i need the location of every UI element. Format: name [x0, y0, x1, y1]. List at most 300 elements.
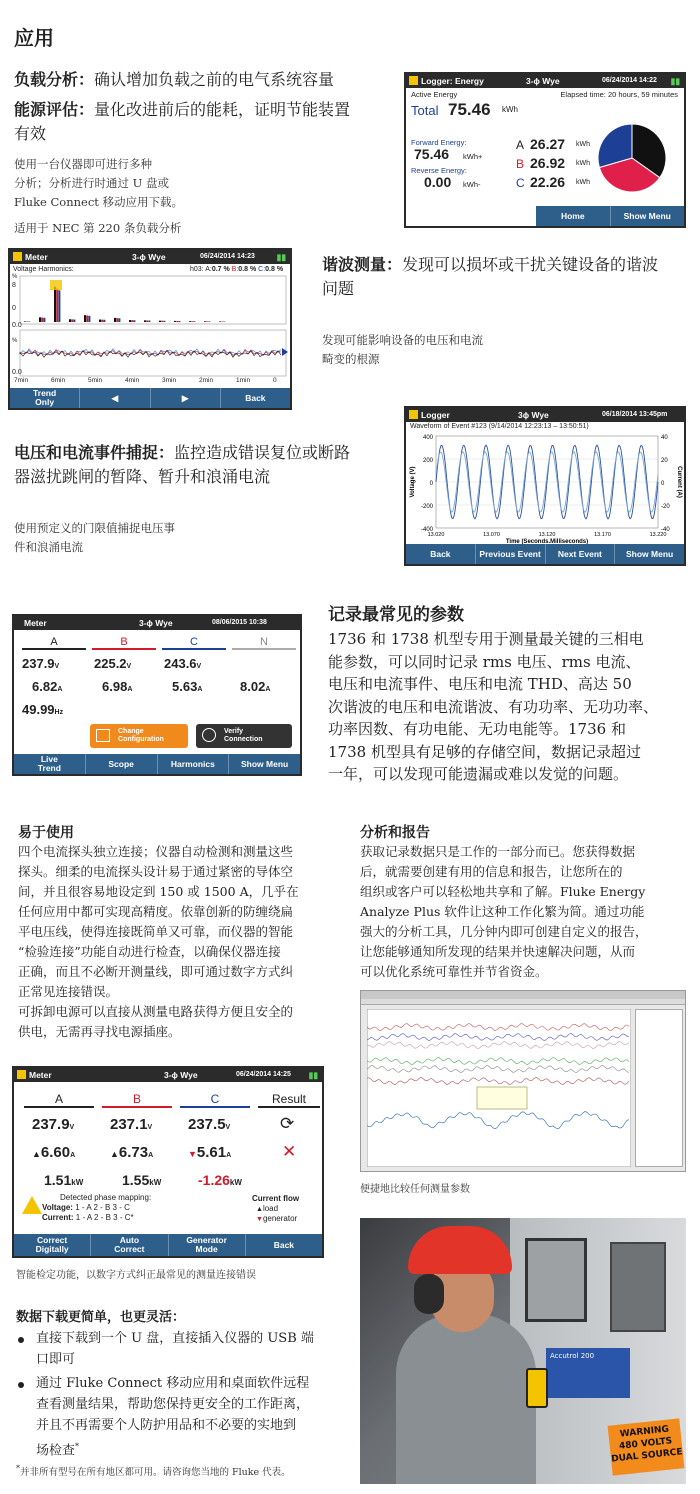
ease-of-use-heading: 易于使用 [18, 825, 74, 841]
nec-note: 适用于 NEC 第 220 条负载分析 [14, 221, 182, 235]
harmonic-bar [101, 320, 103, 322]
harmonic-bar [133, 320, 135, 322]
energy-assessment-text-2: 有效 [14, 124, 47, 143]
current-map-value: 1 - A 2 - B 3 - C* [75, 1213, 134, 1222]
current-flow-label: Current flow [252, 1194, 300, 1203]
event-capture-text-1: 监控造成错误复位或断路 [174, 443, 351, 462]
text-line: 直接下载到一个 U 盘，直接插入仪器的 USB 端 [36, 1331, 314, 1346]
harmonic-bar [129, 320, 131, 322]
function-bar [14, 754, 300, 774]
unit: V [225, 1124, 231, 1131]
function-bar [536, 206, 684, 226]
text-line: “检验连接”功能自动进行检查，以确保仪器连接 [18, 944, 281, 959]
reverse-energy-label: Reverse Energy: [411, 166, 467, 175]
unit: A [226, 1152, 232, 1159]
value: 6.73 [118, 1144, 149, 1161]
auto-correct-button[interactable] [90, 1234, 167, 1256]
current-c [172, 679, 202, 694]
load-analysis-label: 负载分析： [14, 70, 95, 89]
time-tick-label: 7min [14, 377, 29, 384]
harmonic-bar [41, 318, 43, 322]
record-params-heading: 记录最常见的参数 [328, 605, 464, 625]
unit: kWh [576, 141, 590, 148]
harmonic-bar [54, 287, 56, 322]
col-result-header: Result [258, 1092, 320, 1108]
text-line: 一年，可以发现可能遗漏或难以发觉的问题。 [328, 765, 629, 783]
harmonic-bar [159, 321, 161, 322]
harmonic-bar [118, 318, 120, 322]
text-line: 组织或客户可以轻松地共享和了解。Fluke Energy [360, 884, 646, 899]
energy-assessment-label: 能源评估： [14, 100, 95, 119]
list-icon [96, 729, 110, 742]
text-line: 任何应用中都可实现高精度。依靠创新的防缠绕扁 [18, 904, 294, 919]
harmonic-bar [73, 320, 75, 322]
unit: kW [229, 1178, 242, 1187]
wiring-mode: 3-ϕ Wye [139, 618, 173, 628]
reverse-energy-unit: kWh- [463, 180, 481, 189]
text-line: 场检查* [36, 1442, 80, 1459]
phase-b-label: B [516, 157, 525, 171]
wiring-mode: 3-ϕ Wye [164, 1070, 198, 1080]
battery-icon: ▮▮ [276, 252, 286, 262]
forward-energy-unit: kWh+ [463, 152, 483, 161]
function-bar [10, 388, 290, 408]
harmonic-bar [193, 321, 195, 322]
harmonic-bar [208, 321, 210, 322]
energy-pie-chart [596, 122, 668, 194]
col-c-header: C [180, 1092, 250, 1108]
unit: kWh [576, 160, 590, 167]
panel-label: Accutrol 200 [546, 1348, 630, 1398]
download-heading: 数据下载更简单，也更灵活： [16, 1310, 186, 1325]
value: 49.99 [22, 702, 55, 717]
magnifier-icon [202, 728, 216, 742]
date-time: 06/24/2014 14:25 [236, 1071, 291, 1078]
show-menu-button[interactable]: Show Menu [614, 544, 684, 564]
warning-line: DUAL SOURCE [610, 1447, 684, 1465]
home-button[interactable]: Home [560, 210, 585, 221]
phase-b-label: B: [231, 266, 239, 273]
date-time: 06/24/2014 14:22 [602, 77, 657, 84]
harmonic-bar [56, 289, 58, 322]
forward-energy-label: Forward Energy: [411, 138, 467, 147]
harmonic-bar [28, 322, 30, 323]
wiring-mode: 3ϕ Wye [518, 410, 549, 420]
time-tick-label: 1min [236, 377, 251, 384]
screen-title: Logger: Energy [421, 76, 484, 86]
text-line: 让您能够通知所发现的结果并快速解决问题，从而 [360, 944, 636, 959]
harmonic-bar [161, 321, 163, 322]
verify-connection-button[interactable] [196, 724, 292, 748]
total-unit: kWh [502, 105, 518, 114]
total-value: 75.46 [448, 100, 491, 119]
current-mapping [42, 1213, 134, 1222]
value: 225.2 [94, 656, 127, 671]
time-tick-label: 6min [51, 377, 66, 384]
unit: V [126, 663, 132, 670]
energy-assessment-text-1: 量化改进前后的能耗，证明节能装置 [94, 100, 351, 119]
harmonics-label: 谐波测量： [322, 255, 403, 274]
screen-title: Meter [24, 618, 47, 628]
harmonic-bar [146, 320, 148, 322]
unit: A [127, 686, 133, 693]
next-arrow-button[interactable]: ▶ [150, 388, 220, 408]
button-label: Verify Connection [224, 728, 263, 743]
x-axis-title: Time (Seconds.Milliseconds) [505, 539, 589, 544]
previous-event-button[interactable]: Previous Event [475, 544, 545, 564]
footnote-text: 并非所有型号在所有地区都可用。请咨询您当地的 Fluke 代表。 [19, 1467, 291, 1479]
detected-mapping-label: Detected phase mapping: [60, 1193, 152, 1202]
harmonics-text-1: 发现可以损坏或干扰关键设备的谐波 [402, 255, 659, 274]
text-line: 获取记录数据只是工作的一部分而已。您获得数据 [360, 844, 636, 859]
text-line: 使用一台仪器即可进行多种 [14, 157, 152, 171]
warning-line: WARNING [619, 1424, 670, 1440]
load-legend [256, 1204, 278, 1213]
fluke-logo-icon [409, 410, 418, 419]
text-line: 强大的分析工具，几分钟内即可创建自定义的报告， [360, 924, 648, 939]
harmonics-label: Voltage Harmonics: [13, 266, 74, 273]
unit: kW [149, 1178, 162, 1187]
harmonic-bar [114, 318, 116, 322]
up-arrow-icon: ▲ [256, 1206, 263, 1213]
title-bar [10, 250, 290, 264]
energy-logger-screen [404, 72, 686, 228]
mobile-phone [526, 1368, 548, 1408]
x-tick-label: 13.170 [594, 532, 611, 538]
y2-tick-label: 0 [661, 481, 665, 487]
text-line: 电压和电流事件、电压和电流 THD、高达 50 [328, 675, 632, 693]
text-line: 并且不再需要个人防护用品和不必要的实地到 [36, 1418, 297, 1433]
download-bullet-1 [36, 1328, 314, 1370]
phase-c-value: 0.8 % [265, 266, 284, 273]
current-n [240, 679, 270, 694]
harmonic-bar [204, 321, 206, 322]
load-analysis-heading [14, 68, 394, 92]
refresh-icon: ⟳ [280, 1114, 295, 1133]
harmonic-bar [116, 318, 118, 322]
text-line: 间，并且很容易地设定到 150 或 1500 A，几乎在 [18, 884, 299, 899]
next-event-button[interactable]: Next Event [545, 544, 615, 564]
function-bar [14, 1234, 322, 1256]
x-tick-label: 13.120 [538, 532, 556, 538]
harmonic-bar [219, 321, 221, 322]
power-b [122, 1172, 161, 1188]
text-line: 畸变的根源 [322, 352, 380, 366]
download-bullet-2 [36, 1373, 309, 1461]
frequency [22, 702, 63, 717]
load-analysis-text: 确认增加负载之前的电气系统容量 [94, 70, 335, 89]
harmonic-bar [163, 321, 165, 322]
trend-only-button[interactable] [10, 388, 79, 408]
error-x-icon: ✕ [282, 1142, 297, 1161]
col-n-header: N [232, 636, 296, 650]
text-line: 可以优化系统可靠性并节省资金。 [360, 964, 548, 979]
tooltip-box [477, 1087, 527, 1109]
unit: A [70, 1152, 76, 1159]
harmonic-bar [43, 318, 45, 322]
harmonic-bar [176, 321, 178, 322]
load-label: load [262, 1204, 279, 1213]
y2-axis-title: Current (A) [676, 466, 682, 498]
text-line: 次谐波的电压和电流谐波、有功功率、无功功率、 [328, 697, 659, 716]
back-button[interactable]: Back [430, 548, 451, 559]
percent-unit: % [12, 338, 18, 344]
harmonics-heading [322, 253, 692, 301]
reverse-energy-value: 0.00 [424, 174, 452, 190]
ease-of-use-paragraph [18, 842, 348, 1002]
y2-tick-label: 20 [661, 458, 668, 464]
harmonic-bar [206, 321, 208, 322]
col-a-header: A [22, 636, 86, 650]
unit: A [57, 686, 63, 693]
down-arrow-icon: ▼ [256, 1216, 263, 1223]
event-capture-label: 电压和电流事件捕捉： [14, 443, 175, 462]
col-a-header: A [24, 1092, 94, 1108]
generator-label: generator [262, 1214, 298, 1223]
value: 243.6 [164, 656, 197, 671]
value: 6.82 [32, 679, 58, 694]
footnote [16, 1464, 291, 1478]
phase-a-label: A: [205, 266, 212, 273]
technician-photo [360, 1218, 686, 1484]
phase-c-value: 22.26 [530, 174, 566, 190]
y-tick-label: 400 [422, 435, 433, 441]
text-line: 使用预定义的门限值捕捉电压事 [14, 521, 175, 535]
power-c [198, 1172, 242, 1188]
elapsed-time: Elapsed time: 20 hours, 59 minutes [560, 90, 678, 99]
value: 5.63 [172, 679, 198, 694]
voltage-mapping [42, 1203, 130, 1212]
time-axis-labels [10, 377, 290, 387]
voltage-a [32, 1116, 74, 1133]
text-line: 功率因数、有功电能、无功电能等。1736 和 [328, 720, 626, 738]
unit: A [197, 686, 203, 693]
y-tick-label: -400 [420, 527, 433, 533]
text-line: Fluke Connect 移动应用下载。 [14, 195, 184, 209]
title-bar [14, 1068, 322, 1082]
h03-label: h03: [190, 266, 204, 273]
col-c-header: C [162, 636, 226, 650]
event-capture-heading [14, 441, 399, 489]
analysis-report-heading: 分析和报告 [360, 825, 430, 841]
y2-tick-label: 40 [661, 435, 668, 441]
end-marker-icon [282, 348, 288, 356]
hard-hat [408, 1226, 512, 1274]
text-line: 通过 Fluke Connect 移动应用和桌面软件远程 [36, 1376, 310, 1391]
harmonic-bar [88, 316, 90, 322]
current-c [188, 1144, 231, 1161]
current-a [32, 1144, 75, 1161]
text-line: 供电，无需再寻找电源插座。 [18, 1024, 181, 1039]
text-line: 后，就需要创建有用的信息和报告，让您所在的 [360, 864, 623, 879]
y-axis-title: Voltage (V) [410, 466, 416, 498]
back-button[interactable]: Back [220, 388, 290, 408]
current-b [110, 1144, 153, 1161]
current-a [32, 679, 62, 694]
y-tick-label: 0 [429, 481, 433, 487]
y-max-label: 8 [12, 282, 16, 289]
screen-title: Meter [29, 1070, 52, 1080]
harmonics-chart [10, 274, 290, 384]
section3-paragraph [14, 519, 175, 557]
value: 237.5 [188, 1116, 226, 1133]
y2-tick-label: -40 [661, 527, 670, 533]
cursor-marker [50, 280, 62, 290]
harmonic-bar [191, 321, 193, 322]
voltage-c [164, 656, 201, 671]
harmonic-bar [174, 321, 176, 322]
date-time: 06/18/2014 13:45pm [602, 411, 668, 418]
record-params-paragraph [328, 628, 696, 786]
y-tick-label: 200 [422, 458, 433, 464]
harmonic-bar [26, 321, 28, 322]
fluke-logo-icon [409, 76, 418, 85]
screen-title: Meter [25, 252, 48, 262]
text-line: 正常见连接错误。 [18, 984, 119, 999]
live-trend-button[interactable] [14, 754, 85, 774]
y-tick-label: -200 [420, 504, 433, 510]
bullet-icon [18, 1382, 24, 1388]
button-label: Correct Digitally [35, 1235, 69, 1254]
time-tick-label: 5min [88, 377, 103, 384]
up-arrow-icon: ▲ [32, 1149, 41, 1159]
event-capture-text-2: 器滋扰跳闸的暂降、暂升和浪涌电流 [14, 467, 271, 486]
harmonic-bar [131, 320, 133, 322]
phase-c-label: C [516, 176, 525, 190]
phase-a-value: 26.27 [530, 136, 566, 152]
time-tick-label: 2min [199, 377, 214, 384]
active-energy-label: Active Energy [411, 90, 458, 99]
harmonic-bar [69, 319, 71, 322]
voltage-label: Voltage: [42, 1203, 73, 1212]
voltage-b [110, 1116, 152, 1133]
unit: V [69, 1124, 75, 1131]
text-line: 口即可 [36, 1352, 76, 1367]
button-label: Auto Correct [114, 1235, 145, 1254]
forward-energy-value: 75.46 [414, 146, 450, 162]
change-configuration-button[interactable] [90, 724, 188, 748]
harmonic-bar [58, 290, 60, 322]
text-line: 正确，而且不必断开测量线，即可通过数字方式纠 [18, 964, 294, 979]
col-b-header: B [102, 1092, 172, 1108]
harmonic-bar [221, 321, 223, 322]
phase-b-value: 26.92 [530, 155, 566, 171]
unit: A [148, 1152, 154, 1159]
text-line: 件和浪涌电流 [14, 540, 83, 554]
battery-icon: ▮▮ [670, 76, 680, 86]
fluke-logo-icon [13, 252, 22, 261]
y-zero-label: 0.0 [12, 322, 22, 329]
value: 237.9 [32, 1116, 70, 1133]
prev-arrow-button[interactable]: ◀ [79, 388, 149, 408]
value: 1.55 [122, 1172, 150, 1188]
waveform-label: Waveform of Event #123 (9/14/2014 12:23:13 – 13:50:51) [410, 423, 589, 430]
h03-readout [190, 266, 283, 273]
battery-icon: ▮▮ [308, 1070, 318, 1080]
text-line: 1736 和 1738 机型专用于测量最关键的三相电 [328, 630, 644, 648]
harmonic-bar [148, 321, 150, 322]
back-button[interactable]: Back [245, 1234, 322, 1256]
value: 1.51 [44, 1172, 72, 1188]
software-trend-chart [367, 1009, 631, 1167]
section2-paragraph [322, 331, 483, 369]
text-line: Analyze Plus 软件让这种工作化繁为简。通过功能 [360, 904, 645, 919]
col-b-header: B [92, 636, 156, 650]
warning-sign [608, 1418, 685, 1475]
text-line: 查看测量结果，帮助您保持更安全的工作距离， [36, 1397, 310, 1412]
unit: Hz [54, 709, 64, 716]
phase-b-value: 0.8 % [238, 266, 257, 273]
wiring-mode: 3-ϕ Wye [526, 76, 560, 86]
harmonics-text-2: 问题 [322, 279, 355, 298]
generator-legend [256, 1214, 297, 1223]
phase-c-label: C: [258, 266, 266, 273]
power-a [44, 1172, 83, 1188]
value: 6.60 [40, 1144, 71, 1161]
y-zero-label: 0.0 [12, 369, 22, 376]
time-tick-label: 4min [125, 377, 140, 384]
meter-screen [12, 614, 302, 776]
value: 5.61 [196, 1144, 227, 1161]
text-line: 探头。细柔的电流探头设计易于通过紧密的导体空 [18, 864, 294, 879]
voltage-map-value: 1 - A 2 - B 3 - C [75, 1203, 130, 1212]
technician-body [396, 1314, 536, 1484]
software-ribbon [361, 999, 685, 1005]
date-time: 08/06/2015 10:38 [212, 619, 267, 626]
show-menu-button[interactable]: Show Menu [610, 206, 685, 226]
scope-button[interactable]: Scope [85, 754, 157, 774]
date-time: 06/24/2014 14:23 [200, 253, 255, 260]
harmonic-bar [144, 320, 146, 322]
title-bar [406, 74, 684, 88]
button-label: Generator Mode [186, 1235, 227, 1254]
phase-a-value: 0.7 % [211, 266, 230, 273]
screen-title: Logger [421, 410, 450, 420]
verify-connection-screen [12, 1066, 324, 1258]
harmonic-bar [24, 321, 26, 322]
software-side-panel [635, 1009, 683, 1167]
button-label: Change Configuration [118, 728, 164, 743]
show-menu-button[interactable]: Show Menu [228, 754, 300, 774]
section1-paragraph [14, 155, 234, 212]
total-label: Total [411, 103, 439, 118]
x-tick-label: 13.070 [483, 532, 500, 538]
software-caption: 便捷地比较任何测量参数 [360, 1184, 470, 1195]
harmonics-button[interactable]: Harmonics [157, 754, 229, 774]
harmonic-bar [84, 315, 86, 322]
phase-a-label: A [516, 138, 525, 152]
generator-mode-button[interactable] [168, 1234, 245, 1256]
voltage-c [188, 1116, 230, 1133]
unit: kW [71, 1178, 84, 1187]
harmonic-bar [99, 320, 101, 322]
title-bar [14, 616, 300, 630]
harmonic-bar [39, 317, 41, 322]
value: 237.9 [22, 656, 55, 671]
current-b [102, 679, 132, 694]
correct-digitally-button[interactable] [14, 1234, 90, 1256]
text-line: 可拆卸电源可以直接从测量电路获得方便且安全的 [18, 1004, 294, 1019]
software-toolbar [361, 991, 685, 999]
panel-meter [610, 1242, 666, 1332]
y-zero-label: 0 [12, 305, 16, 312]
title-bar [406, 408, 684, 422]
harmonic-bar [103, 320, 105, 322]
value: -1.26 [198, 1172, 230, 1188]
harmonic-bar [178, 321, 180, 322]
y2-tick-label: -20 [661, 504, 670, 510]
verify-caption: 智能检定功能，以数字方式纠正最常见的测量连接错误 [16, 1270, 256, 1281]
